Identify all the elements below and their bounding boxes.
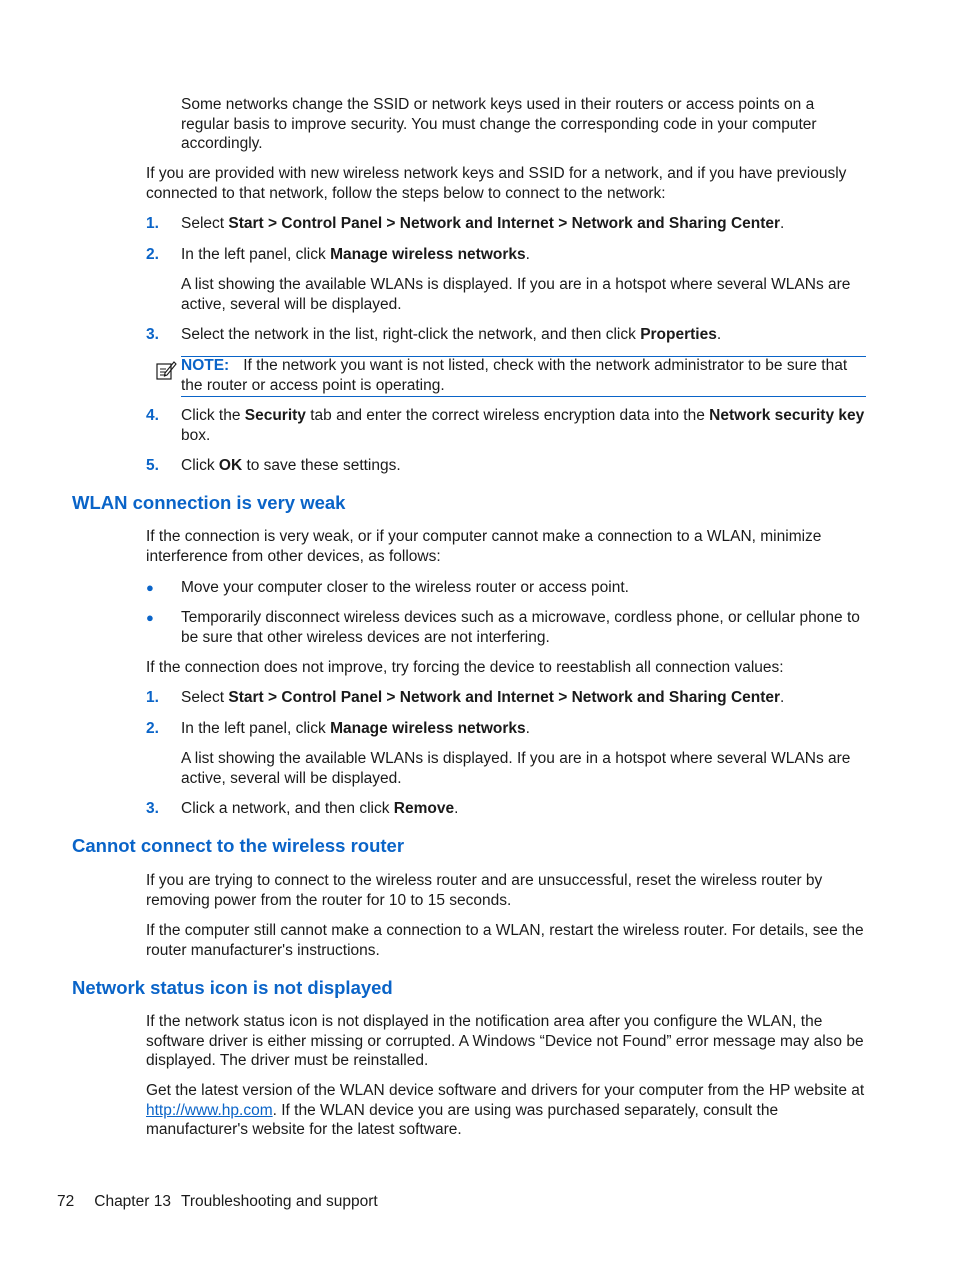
section-paragraph: Get the latest version of the WLAN device software and drivers for your computer from the HP website at http://www.hp.com. If the WLAN device you are using was purchased separately, consult the manufacturer's website for the latest software.	[146, 1082, 865, 1138]
section-heading: Network status icon is not displayed	[72, 977, 393, 998]
note-text: NOTE: If the network you want is not listed, check with the network administrator to be sure that the router or access point is operating.	[181, 357, 848, 394]
page-footer	[57, 1192, 378, 1212]
bullet-icon: ●	[146, 580, 154, 595]
step-number: 3.	[146, 326, 159, 343]
bullet-item: Temporarily disconnect wireless devices such as a microwave, cordless phone, or cellular phone to be sure that other wireless devices are not interfering.	[181, 609, 860, 646]
chapter-title: Troubleshooting and support	[180, 1193, 378, 1210]
section-heading: WLAN connection is very weak	[72, 492, 346, 513]
hp-website-link[interactable]: http://www.hp.com	[146, 1101, 273, 1119]
step-number: 2.	[146, 720, 159, 737]
intro-steps-paragraph: If you are provided with new wireless network keys and SSID for a network, and if you have previously connected to that network, follow the steps below to connect to the network:	[146, 165, 847, 202]
step-number: 2.	[146, 246, 159, 263]
note-box	[181, 356, 866, 397]
step-number: 1.	[146, 689, 159, 706]
note-label: NOTE:	[181, 357, 230, 374]
step-number: 5.	[146, 457, 159, 474]
step-text: Click the Security tab and enter the correct wireless encryption data into the Network security key box.	[181, 407, 865, 444]
section-paragraph: If the network status icon is not displayed in the notification area after you configure the WLAN, the software driver is either missing or corrupted. A Windows “Device not Found” error message may also be displayed. The driver must be reinstalled.	[146, 1013, 864, 1069]
section-paragraph: If the connection does not improve, try forcing the device to reestablish all connection values:	[146, 659, 784, 676]
step-number: 3.	[146, 800, 159, 817]
step-text: In the left panel, click Manage wireless networks.	[181, 720, 530, 737]
page-number: 72	[57, 1193, 75, 1210]
bullet-item: Move your computer closer to the wireless router or access point.	[181, 579, 629, 596]
section-paragraph: If you are trying to connect to the wireless router and are unsuccessful, reset the wireless router by removing power from the router for 10 to 15 seconds.	[146, 872, 823, 909]
chapter-label: Chapter 13	[94, 1193, 171, 1210]
step-subtext: A list showing the available WLANs is displayed. If you are in a hotspot where several WLANs are active, several will be displayed.	[181, 750, 851, 787]
step-text: Select Start > Control Panel > Network and Internet > Network and Sharing Center.	[181, 215, 785, 232]
step-text: Select the network in the list, right-click the network, and then click Properties.	[181, 326, 722, 343]
section-heading: Cannot connect to the wireless router	[72, 835, 405, 856]
bullet-icon: ●	[146, 610, 154, 625]
step-text: Select Start > Control Panel > Network and Internet > Network and Sharing Center.	[181, 689, 785, 706]
section-paragraph: If the computer still cannot make a connection to a WLAN, restart the wireless router. For details, see the router manufacturer's instructions.	[146, 922, 864, 959]
step-text: Click a network, and then click Remove.	[181, 800, 459, 817]
section-paragraph: If the connection is very weak, or if your computer cannot make a connection to a WLAN, minimize interference from other devices, as follows:	[146, 528, 822, 565]
step-subtext: A list showing the available WLANs is displayed. If you are in a hotspot where several WLANs are active, several will be displayed.	[181, 276, 851, 313]
intro-paragraph: Some networks change the SSID or network keys used in their routers or access points on a regular basis to improve security. You must change the corresponding code in your computer accordingly.	[181, 96, 817, 152]
step-number: 4.	[146, 407, 159, 424]
note-icon	[155, 359, 177, 381]
step-number: 1.	[146, 215, 159, 232]
step-text: Click OK to save these settings.	[181, 457, 401, 474]
step-text: In the left panel, click Manage wireless networks.	[181, 246, 530, 263]
